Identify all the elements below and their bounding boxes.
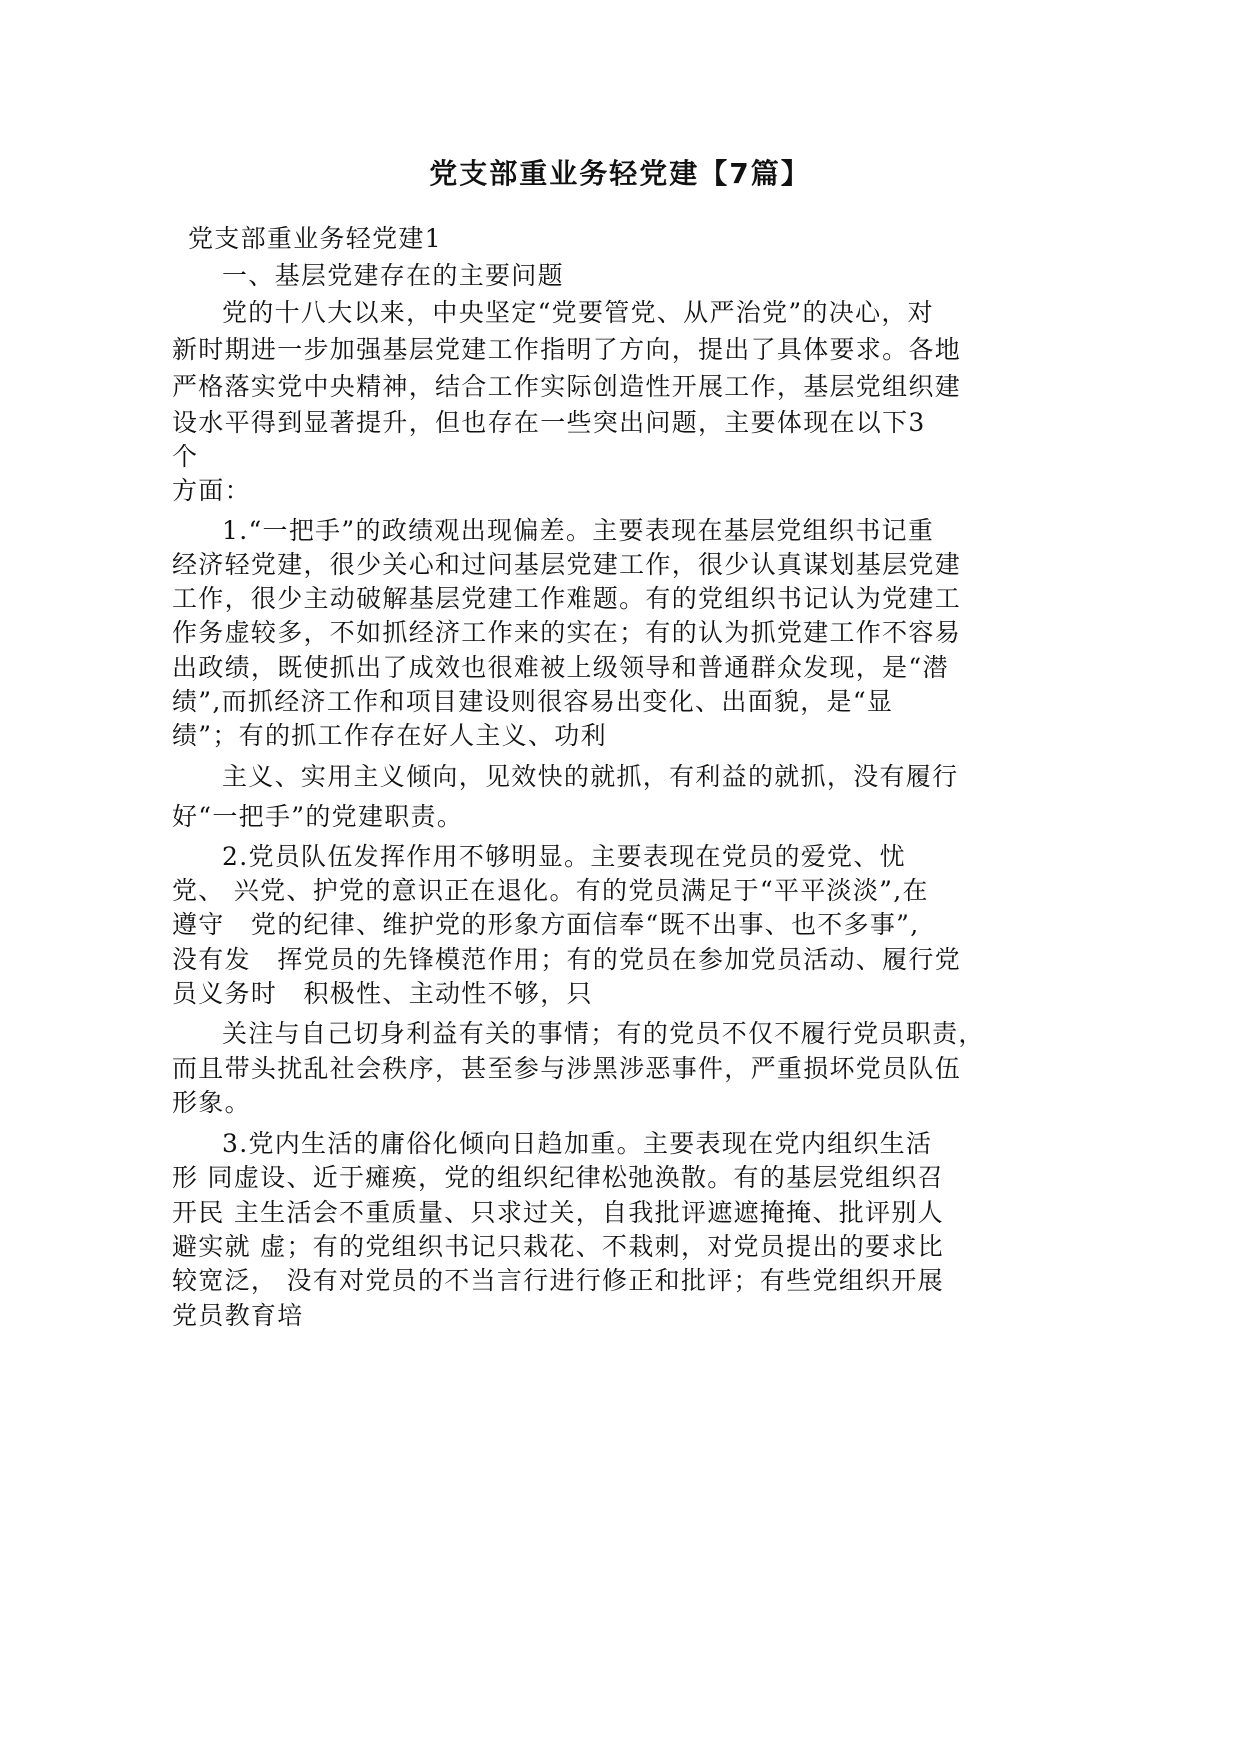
text-line: 较宽泛， 没有对党员的不当言行进行修正和批评；有些党组织开展 bbox=[172, 1266, 944, 1295]
text-line: 遵守 党的纪律、维护党的形象方面信奉“既不出事、也不多事”, bbox=[172, 910, 920, 939]
text-line: 党员教育培 bbox=[172, 1301, 304, 1330]
text-line: 作务虚较多，不如抓经济工作来的实在；有的认为抓党建工作不容易 bbox=[172, 618, 962, 647]
text-line: 新时期进一步加强基层党建工作指明了方向，提出了具体要求。各地 bbox=[172, 335, 962, 364]
text-line: 经济轻党建，很少关心和过问基层党建工作，很少认真谋划基层党建 bbox=[172, 550, 962, 579]
text-line: 工作，很少主动破解基层党建工作难题。有的党组织书记认为党建工 bbox=[172, 584, 962, 613]
text-line: 绩”；有的抓工作存在好人主义、功利 bbox=[172, 721, 607, 750]
document-title: 党支部重业务轻党建【7篇】 bbox=[429, 157, 811, 190]
text-line: 开民 主生活会不重质量、只求过关，自我批评遮遮掩掩、批评别人 bbox=[172, 1198, 944, 1227]
text-line: 关注与自己切身利益有关的事情；有的党员不仅不履行党员职责， bbox=[222, 1019, 985, 1048]
text-line: 员义务时 积极性、主动性不够，只 bbox=[172, 979, 593, 1008]
text-line: 好“一把手”的党建职责。 bbox=[172, 802, 464, 831]
text-line: 设水平得到显著提升，但也存在一些突出问题，主要体现在以下3 bbox=[172, 408, 926, 437]
text-line: 形 同虚设、近于瘫痪，党的组织纪律松弛涣散。有的基层党组织召 bbox=[172, 1163, 944, 1192]
text-line: 党的十八大以来，中央坚定“党要管党、从严治党”的决心，对 bbox=[222, 298, 934, 327]
text-line: 严格落实党中央精神，结合工作实际创造性开展工作，基层党组织建 bbox=[172, 372, 962, 401]
text-line: 出政绩，既使抓出了成效也很难被上级领导和普通群众发现，是“潜 bbox=[172, 653, 949, 682]
text-line: 没有发 挥党员的先锋模范作用；有的党员在参加党员活动、履行党 bbox=[172, 945, 962, 974]
text-line: 2.党员队伍发挥作用不够明显。主要表现在党员的爱党、忧 bbox=[222, 842, 906, 871]
text-line: 主义、实用主义倾向，见效快的就抓，有利益的就抓，没有履行 bbox=[222, 762, 959, 791]
text-line: 1.“一把手”的政绩观出现偏差。主要表现在基层党组织书记重 bbox=[222, 516, 935, 545]
text-line: 绩”,而抓经济工作和项目建设则很容易出变化、出面貌，是“显 bbox=[172, 687, 894, 716]
text-line: 党、 兴党、护党的意识正在退化。有的党员满足于“平平淡淡”,在 bbox=[172, 876, 929, 905]
text-line: 避实就 虚；有的党组织书记只栽花、不栽刺，对党员提出的要求比 bbox=[172, 1232, 944, 1261]
text-line: 形象。 bbox=[172, 1088, 251, 1117]
text-line: 个 bbox=[172, 442, 199, 471]
text-line: 方面： bbox=[172, 476, 251, 505]
text-line: 3.党内生活的庸俗化倾向日趋加重。主要表现在党内组织生活 bbox=[222, 1129, 933, 1158]
section-heading: 党支部重业务轻党建1 bbox=[188, 224, 442, 253]
subheading: 一、基层党建存在的主要问题 bbox=[222, 261, 564, 290]
text-line: 而且带头扰乱社会秩序，甚至参与涉黑涉恶事件，严重损坏党员队伍 bbox=[172, 1054, 962, 1083]
